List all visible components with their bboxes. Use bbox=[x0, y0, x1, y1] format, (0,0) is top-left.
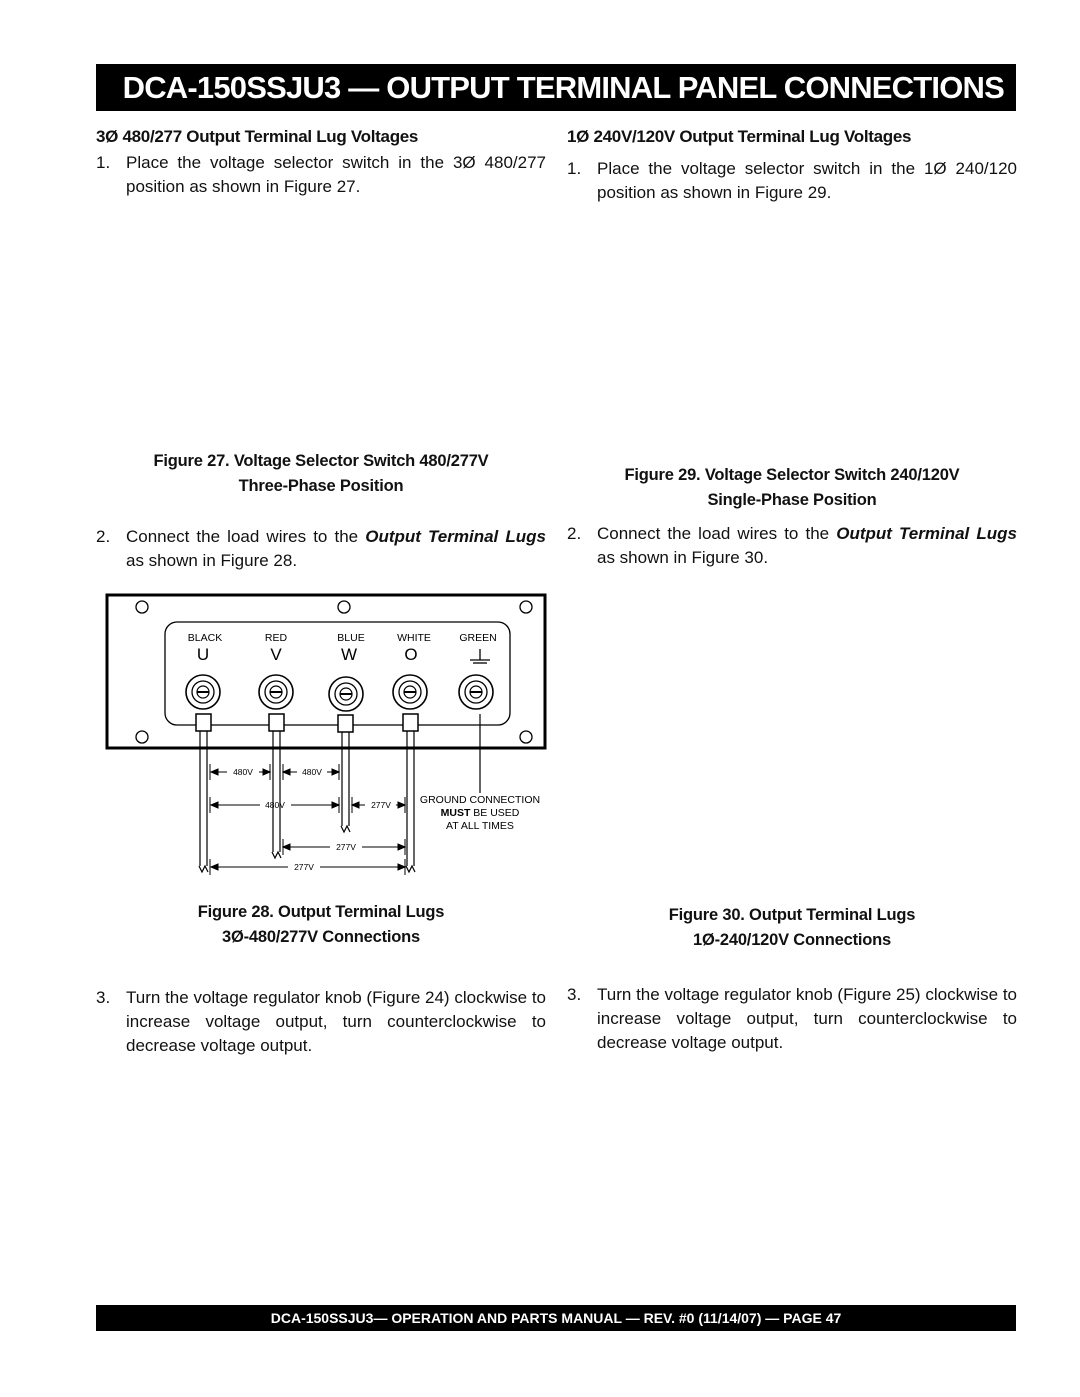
left-step-2 bbox=[96, 525, 546, 573]
lug-ground bbox=[459, 675, 493, 709]
mounting-hole-icon bbox=[136, 731, 148, 743]
terminal-letter: W bbox=[340, 645, 358, 664]
right-section-heading: 1Ø 240V/120V Output Terminal Lug Voltages bbox=[567, 127, 912, 146]
step-number: 3. bbox=[567, 985, 582, 1004]
terminal-color-label: RED bbox=[264, 632, 288, 644]
voltage-label: 480V bbox=[233, 767, 253, 777]
lug-o bbox=[393, 675, 427, 709]
emphasis-text: Output Terminal Lugs bbox=[836, 524, 1017, 543]
emphasis-text: Output Terminal Lugs bbox=[365, 527, 546, 546]
caption-line-2: 1Ø-240/120V Connections bbox=[692, 931, 892, 949]
terminal-letter: U bbox=[196, 645, 210, 664]
terminal-letter: O bbox=[404, 645, 418, 664]
terminal-color-label: BLACK bbox=[187, 632, 223, 644]
figure-29-caption bbox=[567, 463, 1017, 513]
left-step-1 bbox=[96, 151, 546, 199]
lug-u bbox=[186, 675, 220, 709]
right-step-3 bbox=[567, 983, 1017, 1055]
left-step-3 bbox=[96, 986, 546, 1058]
figure-27-caption bbox=[96, 449, 546, 499]
voltage-label: 277V bbox=[336, 842, 356, 852]
mounting-hole-icon bbox=[520, 731, 532, 743]
output-terminal-lugs-diagram bbox=[100, 588, 570, 888]
voltage-label: 480V bbox=[302, 767, 322, 777]
voltage-label: 277V bbox=[371, 800, 391, 810]
step-text: Turn the voltage regulator knob (Figure 24) clockwise to increase voltage output, turn counterclockwise to decrease voltage output. bbox=[126, 988, 546, 1055]
figure-28-caption bbox=[96, 900, 546, 950]
terminal-color-label: GREEN bbox=[459, 632, 497, 644]
step-text: Turn the voltage regulator knob (Figure 25) clockwise to increase voltage output, turn counterclockwise to decrease voltage output. bbox=[597, 985, 1017, 1052]
step-text: Connect the load wires to the Output Terminal Lugs as shown in Figure 28. bbox=[126, 527, 546, 570]
figure-30-caption bbox=[567, 903, 1017, 953]
caption-line-2: Single-Phase Position bbox=[707, 491, 877, 509]
step-text: Connect the load wires to the Output Terminal Lugs as shown in Figure 30. bbox=[597, 524, 1017, 567]
lug-w bbox=[329, 677, 363, 711]
mounting-hole-icon bbox=[136, 601, 148, 613]
ground-note-line-1: GROUND CONNECTION bbox=[419, 794, 541, 806]
step-number: 2. bbox=[567, 524, 582, 543]
voltage-dimension-lines bbox=[210, 764, 405, 875]
terminal-color-label: WHITE bbox=[397, 632, 431, 644]
step-number: 2. bbox=[96, 527, 111, 546]
caption-line-1: Figure 29. Voltage Selector Switch 240/120V bbox=[624, 466, 960, 484]
page-footer: DCA-150SSJU3— OPERATION AND PARTS MANUAL — REV. #0 (11/14/07) — PAGE 47 bbox=[96, 1305, 1016, 1331]
mounting-hole-icon bbox=[520, 601, 532, 613]
ground-note-line-2: MUST BE USED bbox=[440, 807, 520, 819]
lug-v bbox=[259, 675, 293, 709]
voltage-label: 277V bbox=[294, 862, 314, 872]
step-text: Place the voltage selector switch in the 1Ø 240/120 position as shown in Figure 29. bbox=[597, 159, 1017, 202]
caption-line-1: Figure 28. Output Terminal Lugs bbox=[197, 903, 445, 921]
step-number: 3. bbox=[96, 988, 111, 1007]
terminal-color-label: BLUE bbox=[337, 632, 365, 644]
mounting-hole-icon bbox=[338, 601, 350, 613]
step-number: 1. bbox=[567, 159, 582, 178]
caption-line-1: Figure 30. Output Terminal Lugs bbox=[668, 906, 916, 924]
ground-note-line-3: AT ALL TIMES bbox=[446, 820, 514, 832]
caption-line-2: 3Ø-480/277V Connections bbox=[221, 928, 421, 946]
right-step-2 bbox=[567, 522, 1017, 570]
caption-line-1: Figure 27. Voltage Selector Switch 480/277V bbox=[153, 452, 489, 470]
right-step-1 bbox=[567, 157, 1017, 205]
step-text: Place the voltage selector switch in the 3Ø 480/277 position as shown in Figure 27. bbox=[126, 153, 546, 196]
caption-line-2: Three-Phase Position bbox=[238, 477, 404, 495]
step-number: 1. bbox=[96, 153, 111, 172]
terminal-letter: V bbox=[270, 645, 282, 664]
voltage-label: 480V bbox=[265, 800, 285, 810]
page-title: DCA-150SSJU3 — OUTPUT TERMINAL PANEL CONNECTIONS bbox=[96, 64, 1016, 111]
left-section-heading: 3Ø 480/277 Output Terminal Lug Voltages bbox=[96, 127, 419, 146]
